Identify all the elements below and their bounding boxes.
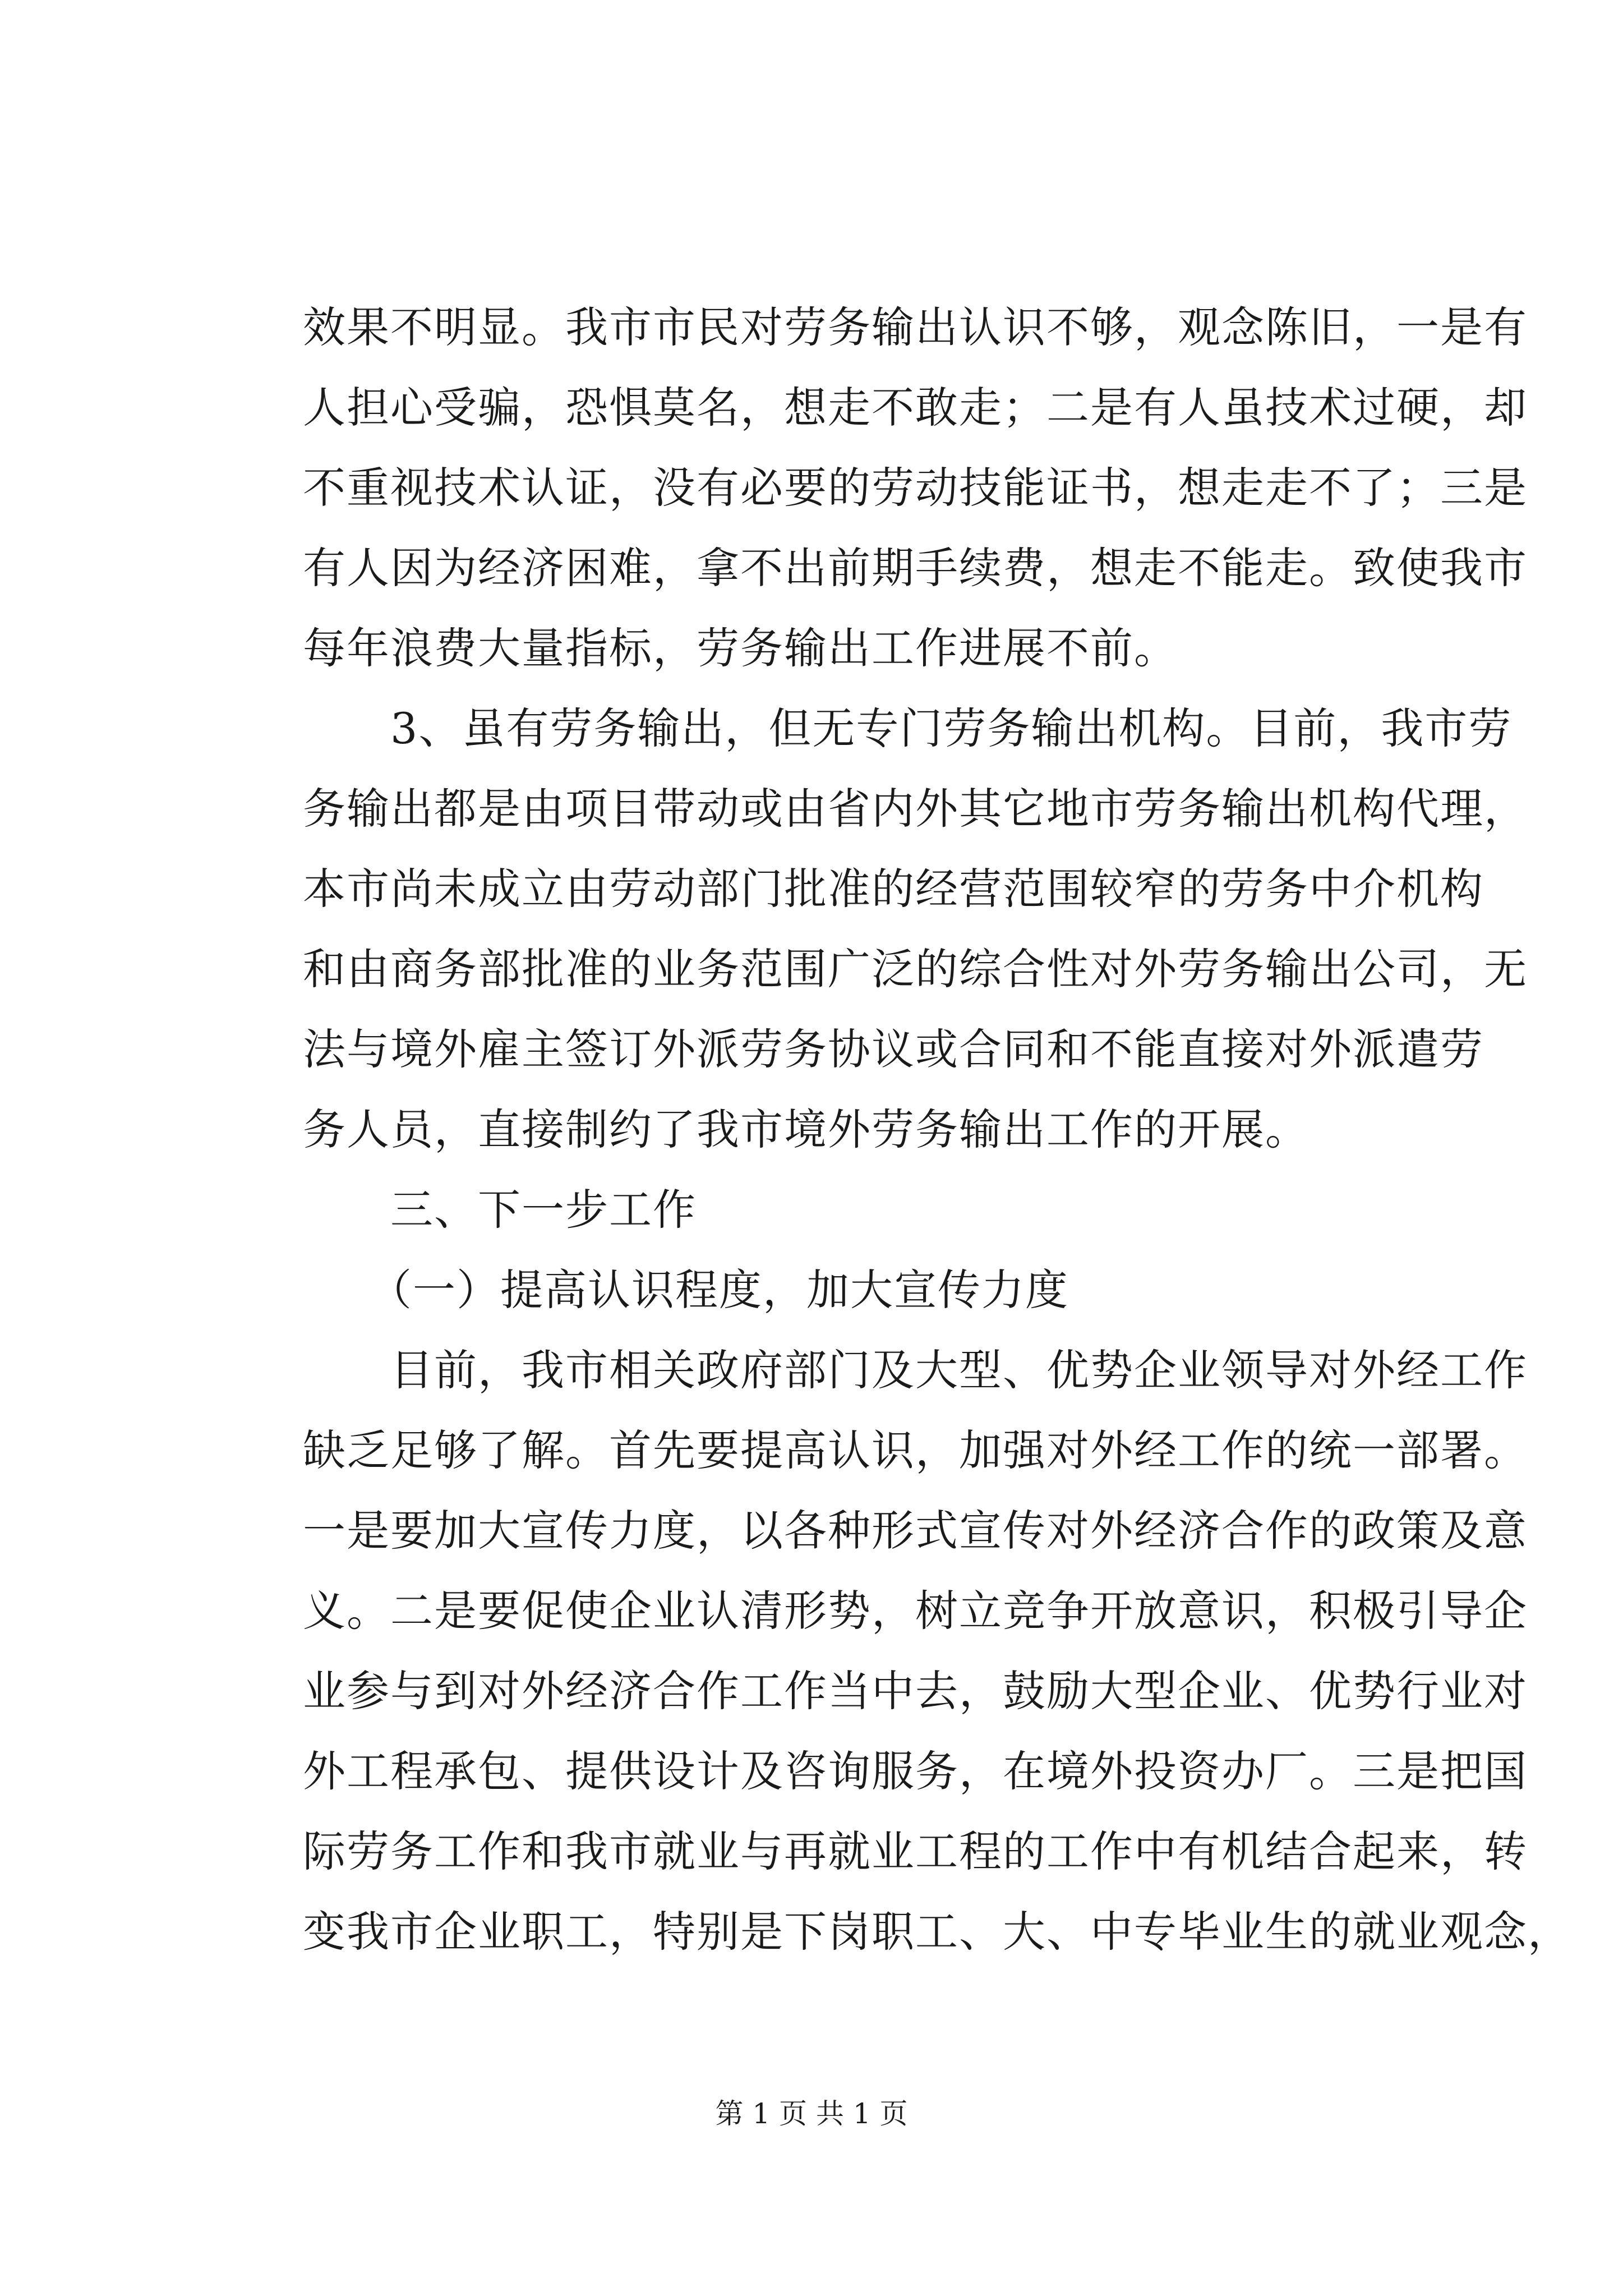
text-line: 3、虽有劳务输出，但无专门劳务输出机构。目前，我市劳 [303, 703, 1513, 753]
text-line: 和由商务部批准的业务范围广泛的综合性对外劳务输出公司，无 [303, 944, 1528, 994]
text-line: 本市尚未成立由劳动部门批准的经营范围较窄的劳务中介机构 [303, 864, 1484, 914]
body-text [303, 287, 1571, 1972]
section-heading: 三、下一步工作 [303, 1185, 697, 1235]
text-line: 有人因为经济困难，拿不出前期手续费，想走不能走。致使我市 [303, 543, 1528, 593]
text-line: 目前，我市相关政府部门及大型、优势企业领导对外经工作 [303, 1345, 1528, 1395]
text-line: 际劳务工作和我市就业与再就业工程的工作中有机结合起来，转 [303, 1826, 1528, 1876]
text-line: 效果不明显。我市市民对劳务输出认识不够，观念陈旧，一是有 [303, 302, 1528, 352]
page-footer: 第 1 页 共 1 页 [715, 2097, 908, 2130]
text-line: 务人员，直接制约了我市境外劳务输出工作的开展。 [303, 1105, 1309, 1154]
text-line: 变我市企业职工，特别是下岗职工、大、中专毕业生的就业观念， [303, 1907, 1571, 1957]
text-line: 务输出都是由项目带动或由省内外其它地市劳务输出机构代理， [303, 784, 1528, 834]
text-line: 不重视技术认证，没有必要的劳动技能证书，想走走不了；三是 [303, 463, 1528, 513]
text-line: 法与境外雇主签订外派劳务协议或合同和不能直接对外派遣劳 [303, 1024, 1484, 1074]
text-line: 人担心受骗，恐惧莫名，想走不敢走；二是有人虽技术过硬，却 [303, 383, 1528, 432]
text-line: 缺乏足够了解。首先要提高认识，加强对外经工作的统一部署。 [303, 1425, 1528, 1475]
text-line: 每年浪费大量指标，劳务输出工作进展不前。 [303, 623, 1178, 673]
text-line: 一是要加大宣传力度，以各种形式宣传对外经济合作的政策及意 [303, 1506, 1528, 1556]
subsection-heading: （一）提高认识程度，加大宣传力度 [303, 1265, 1069, 1315]
text-line: 业参与到对外经济合作工作当中去，鼓励大型企业、优势行业对 [303, 1666, 1528, 1716]
text-line: 义。二是要促使企业认清形势，树立竞争开放意识，积极引导企 [303, 1586, 1528, 1636]
text-line: 外工程承包、提供设计及咨询服务，在境外投资办厂。三是把国 [303, 1746, 1528, 1796]
